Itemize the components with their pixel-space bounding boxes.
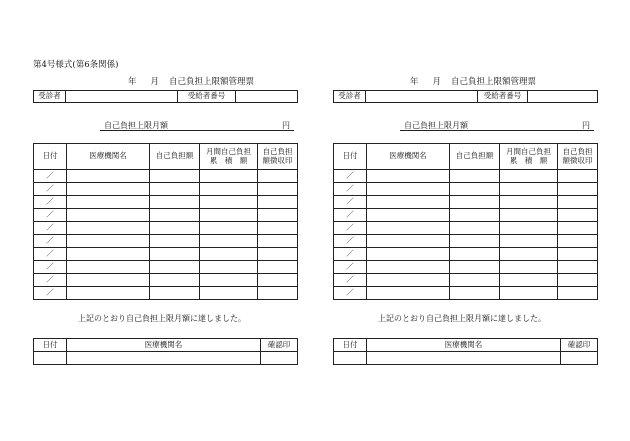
date-cell[interactable]: ／ (34, 170, 67, 183)
date-cell[interactable]: ／ (334, 248, 367, 261)
self-pay-cell[interactable] (150, 196, 200, 209)
self-pay-cell[interactable] (450, 248, 500, 261)
header-self-pay: 自己負担額 (150, 144, 200, 170)
self-pay-cell[interactable] (150, 261, 200, 274)
recipient-number-label: 受給者番号 (478, 91, 528, 103)
seal-cell[interactable] (258, 196, 298, 209)
header-collected-line2: 額徴収印 (562, 155, 593, 165)
date-cell[interactable]: ／ (334, 287, 367, 300)
institution-cell[interactable] (367, 170, 450, 183)
seal-cell[interactable] (558, 235, 598, 248)
cumulative-cell[interactable] (200, 183, 258, 196)
table-row (34, 170, 298, 183)
seal-cell[interactable] (558, 248, 598, 261)
institution-cell[interactable] (67, 196, 150, 209)
limit-label: 自己負担上限月額 (404, 121, 468, 130)
seal-cell[interactable] (558, 170, 598, 183)
table-row (334, 222, 598, 235)
self-pay-cell[interactable] (150, 248, 200, 261)
title-month: 月 (150, 77, 160, 87)
title-year: 年 (410, 77, 419, 87)
confirm-table (333, 338, 598, 365)
institution-cell[interactable] (367, 183, 450, 196)
seal-cell[interactable] (558, 196, 598, 209)
seal-cell[interactable] (258, 235, 298, 248)
self-pay-cell[interactable] (450, 287, 500, 300)
cumulative-cell[interactable] (500, 196, 558, 209)
seal-cell[interactable] (558, 222, 598, 235)
date-cell[interactable]: ／ (334, 170, 367, 183)
header-monthly-cumulative (200, 144, 258, 170)
seal-cell[interactable] (258, 261, 298, 274)
confirm-date-cell[interactable] (34, 352, 67, 365)
cumulative-cell[interactable] (500, 261, 558, 274)
date-cell[interactable]: ／ (34, 235, 67, 248)
confirm-header-date: 日付 (34, 339, 67, 352)
header-monthly-line2: 累 積 額 (509, 155, 548, 165)
form-label: 第4号様式(第6条関係) (33, 60, 119, 70)
header-institution: 医療機関名 (67, 144, 150, 170)
institution-cell[interactable] (67, 235, 150, 248)
seal-cell[interactable] (558, 261, 598, 274)
table-row (34, 209, 298, 222)
cumulative-cell[interactable] (500, 170, 558, 183)
table-row (334, 209, 598, 222)
institution-cell[interactable] (367, 274, 450, 287)
header-monthly-cumulative (500, 144, 558, 170)
cumulative-cell[interactable] (200, 222, 258, 235)
header-date: 日付 (334, 144, 367, 170)
header-collection-seal (258, 144, 298, 170)
header-monthly-line1: 月間自己負担 (506, 147, 551, 157)
table-row (34, 248, 298, 261)
header-collected-line1: 自己負担 (562, 147, 593, 157)
cumulative-cell[interactable] (200, 274, 258, 287)
limit-unit: 円 (582, 121, 590, 130)
header-self-pay: 自己負担額 (450, 144, 500, 170)
date-cell[interactable]: ／ (34, 196, 67, 209)
table-row (34, 274, 298, 287)
record-table-header (334, 144, 598, 170)
patient-field[interactable] (366, 91, 478, 103)
self-pay-cell[interactable] (150, 235, 200, 248)
seal-cell[interactable] (258, 222, 298, 235)
self-pay-cell[interactable] (150, 222, 200, 235)
panel-title (128, 75, 254, 87)
self-pay-cell[interactable] (450, 209, 500, 222)
header-collection-seal (558, 144, 598, 170)
self-pay-cell[interactable] (450, 170, 500, 183)
cumulative-cell[interactable] (200, 248, 258, 261)
cumulative-cell[interactable] (200, 261, 258, 274)
limit-label: 自己負担上限月額 (104, 121, 168, 130)
seal-cell[interactable] (258, 183, 298, 196)
table-row (34, 222, 298, 235)
patient-label: 受診者 (34, 91, 66, 103)
header-institution: 医療機関名 (367, 144, 450, 170)
date-cell[interactable]: ／ (334, 196, 367, 209)
institution-cell[interactable] (67, 183, 150, 196)
institution-cell[interactable] (67, 209, 150, 222)
institution-cell[interactable] (367, 209, 450, 222)
self-pay-cell[interactable] (150, 274, 200, 287)
institution-cell[interactable] (367, 222, 450, 235)
header-monthly-line1: 月間自己負担 (206, 147, 251, 157)
header-collected-line1: 自己負担 (262, 147, 293, 157)
table-row (334, 170, 598, 183)
cumulative-cell[interactable] (500, 248, 558, 261)
confirm-header-date: 日付 (334, 339, 367, 352)
cumulative-cell[interactable] (500, 183, 558, 196)
cumulative-cell[interactable] (500, 222, 558, 235)
confirm-table (33, 338, 298, 365)
title-month: 月 (432, 77, 442, 87)
self-pay-cell[interactable] (450, 196, 500, 209)
date-cell[interactable]: ／ (34, 274, 67, 287)
date-cell[interactable]: ／ (334, 183, 367, 196)
patient-label: 受診者 (334, 91, 366, 103)
date-cell[interactable]: ／ (34, 183, 67, 196)
header-monthly-line2: 累 積 額 (209, 155, 248, 165)
confirm-header-seal: 確認印 (261, 339, 298, 352)
self-pay-cell[interactable] (150, 170, 200, 183)
self-pay-cell[interactable] (150, 209, 200, 222)
table-row (334, 261, 598, 274)
seal-cell[interactable] (258, 274, 298, 287)
self-pay-cell[interactable] (450, 274, 500, 287)
record-table (333, 143, 598, 300)
patient-row-table (333, 90, 598, 103)
cumulative-cell[interactable] (200, 235, 258, 248)
date-cell[interactable]: ／ (334, 209, 367, 222)
table-row (334, 196, 598, 209)
limit-unit: 円 (282, 121, 290, 130)
table-row (334, 274, 598, 287)
date-cell[interactable]: ／ (334, 261, 367, 274)
cumulative-cell[interactable] (200, 209, 258, 222)
confirm-header-institution: 医療機関名 (367, 339, 561, 352)
limit-reached-statement: 上記のとおり自己負担上限月額に達しました。 (378, 314, 546, 323)
confirm-institution-cell[interactable] (67, 352, 261, 365)
cumulative-cell[interactable] (200, 170, 258, 183)
date-cell[interactable]: ／ (34, 248, 67, 261)
seal-cell[interactable] (258, 248, 298, 261)
confirm-seal-cell[interactable] (261, 352, 298, 365)
date-cell[interactable]: ／ (334, 222, 367, 235)
header-date: 日付 (34, 144, 67, 170)
seal-cell[interactable] (258, 170, 298, 183)
institution-cell[interactable] (367, 196, 450, 209)
table-row (34, 287, 298, 300)
institution-cell[interactable] (67, 248, 150, 261)
cumulative-cell[interactable] (200, 287, 258, 300)
header-collected-line2: 額徴収印 (262, 155, 293, 165)
recipient-number-label: 受給者番号 (178, 91, 236, 103)
self-pay-cell[interactable] (450, 261, 500, 274)
confirm-seal-cell[interactable] (561, 352, 598, 365)
cumulative-cell[interactable] (500, 209, 558, 222)
table-row (34, 261, 298, 274)
patient-field[interactable] (66, 91, 178, 103)
table-row (34, 196, 298, 209)
record-table (33, 143, 298, 300)
seal-cell[interactable] (558, 274, 598, 287)
self-pay-cell[interactable] (150, 183, 200, 196)
self-pay-cell[interactable] (450, 235, 500, 248)
table-row (334, 183, 598, 196)
cumulative-cell[interactable] (500, 287, 558, 300)
seal-cell[interactable] (258, 287, 298, 300)
cumulative-cell[interactable] (200, 196, 258, 209)
table-row (334, 248, 598, 261)
recipient-number-field[interactable] (528, 91, 598, 103)
seal-cell[interactable] (558, 183, 598, 196)
table-row (34, 235, 298, 248)
cumulative-cell[interactable] (500, 235, 558, 248)
table-row (34, 183, 298, 196)
institution-cell[interactable] (67, 274, 150, 287)
table-row (334, 235, 598, 248)
limit-line (100, 120, 294, 131)
confirm-institution-cell[interactable] (367, 352, 561, 365)
date-cell[interactable]: ／ (334, 235, 367, 248)
institution-cell[interactable] (367, 261, 450, 274)
self-pay-cell[interactable] (150, 287, 200, 300)
title-year: 年 (128, 77, 137, 87)
date-cell[interactable]: ／ (34, 261, 67, 274)
patient-row-table (33, 90, 298, 103)
self-pay-cell[interactable] (450, 222, 500, 235)
date-cell[interactable]: ／ (34, 222, 67, 235)
institution-cell[interactable] (367, 235, 450, 248)
panel-title (410, 75, 536, 87)
institution-cell[interactable] (367, 248, 450, 261)
record-table-header (34, 144, 298, 170)
limit-reached-statement: 上記のとおり自己負担上限月額に達しました。 (78, 314, 246, 323)
institution-cell[interactable] (67, 287, 150, 300)
seal-cell[interactable] (258, 209, 298, 222)
table-row (334, 287, 598, 300)
date-cell[interactable]: ／ (34, 287, 67, 300)
cumulative-cell[interactable] (500, 274, 558, 287)
confirm-header-institution: 医療機関名 (67, 339, 261, 352)
confirm-date-cell[interactable] (334, 352, 367, 365)
institution-cell[interactable] (67, 261, 150, 274)
self-pay-cell[interactable] (450, 183, 500, 196)
confirm-header-seal: 確認印 (561, 339, 598, 352)
recipient-number-field[interactable] (236, 91, 298, 103)
institution-cell[interactable] (67, 222, 150, 235)
date-cell[interactable]: ／ (34, 209, 67, 222)
institution-cell[interactable] (367, 287, 450, 300)
date-cell[interactable]: ／ (334, 274, 367, 287)
title-text: 自己負担上限額管理票 (169, 77, 255, 87)
seal-cell[interactable] (558, 287, 598, 300)
seal-cell[interactable] (558, 209, 598, 222)
institution-cell[interactable] (67, 170, 150, 183)
limit-line (400, 120, 594, 131)
title-text: 自己負担上限額管理票 (451, 77, 537, 87)
